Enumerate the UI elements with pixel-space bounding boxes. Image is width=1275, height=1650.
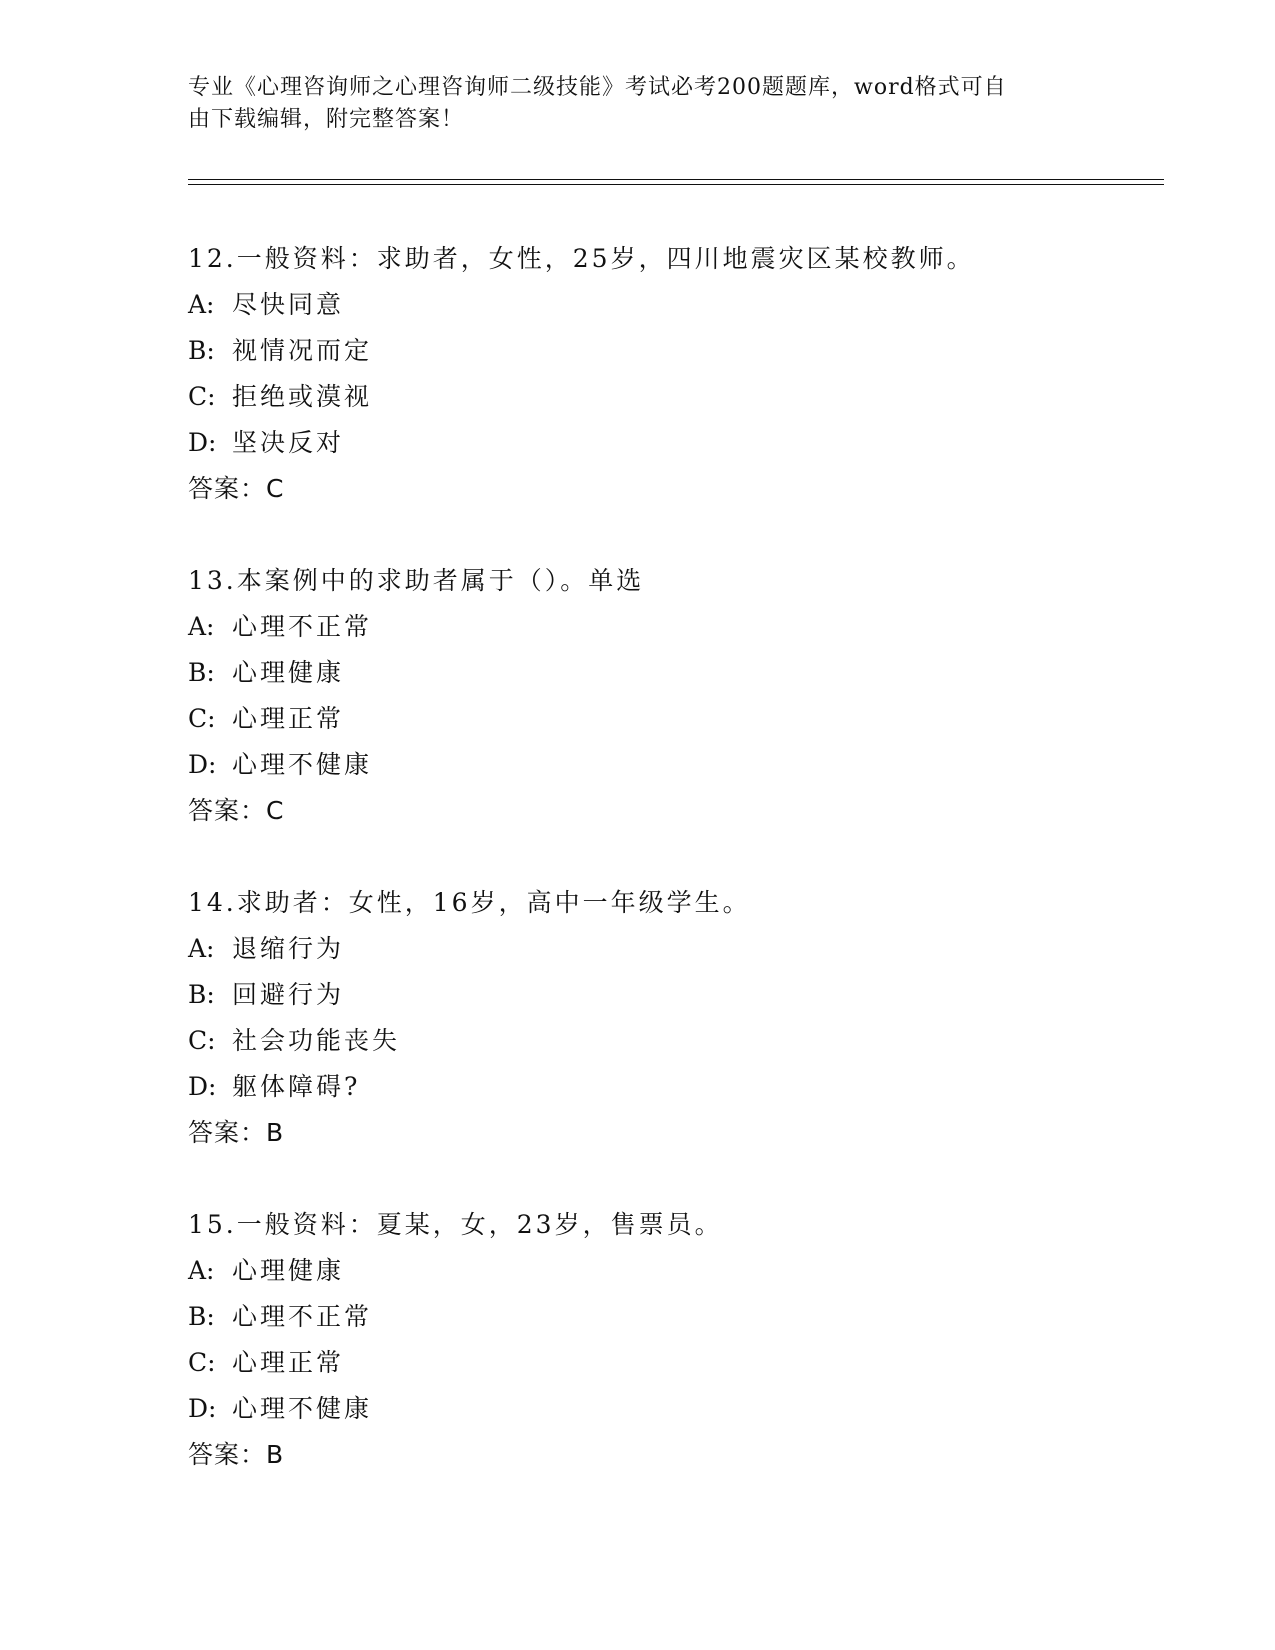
- question-title: 15.一般资料：夏某，女，23岁，售票员。: [188, 1210, 723, 1239]
- header-divider-bottom: [188, 184, 1164, 185]
- option-c: [188, 696, 1168, 742]
- option-letter: B:: [188, 1302, 215, 1331]
- option-letter: D:: [188, 1072, 217, 1101]
- question-title: 13.本案例中的求助者属于（）。单选: [188, 566, 645, 595]
- answer-line: 答案：B: [188, 1118, 285, 1147]
- option-a: [188, 604, 1168, 650]
- answer-line: 答案：B: [188, 1440, 285, 1469]
- option-d: [188, 1386, 1168, 1432]
- option-text: 躯体障碍?: [232, 1072, 361, 1101]
- option-text: 心理正常: [232, 704, 345, 733]
- option-text: 坚决反对: [232, 428, 345, 457]
- option-letter: D:: [188, 428, 217, 457]
- option-a: [188, 282, 1168, 328]
- option-letter: B:: [188, 658, 215, 687]
- header-line-2: 由下载编辑，附完整答案！: [188, 107, 465, 132]
- option-text: 回避行为: [232, 980, 345, 1009]
- question-item: [188, 236, 1168, 558]
- option-letter: A:: [188, 934, 215, 963]
- option-c: [188, 374, 1168, 420]
- option-text: 视情况而定: [232, 336, 373, 365]
- question-item: [188, 880, 1168, 1202]
- option-text: 心理不健康: [232, 1394, 373, 1423]
- option-b: [188, 1294, 1168, 1340]
- document-header: [188, 72, 1068, 136]
- option-text: 心理健康: [232, 658, 345, 687]
- option-a: [188, 1248, 1168, 1294]
- option-text: 心理正常: [232, 1348, 345, 1377]
- option-letter: A:: [188, 1256, 215, 1285]
- option-text: 退缩行为: [232, 934, 345, 963]
- answer-line: 答案：C: [188, 474, 285, 503]
- option-letter: A:: [188, 290, 215, 319]
- option-letter: B:: [188, 980, 215, 1009]
- option-letter: A:: [188, 612, 215, 641]
- option-d: [188, 1064, 1168, 1110]
- header-divider-top: [188, 179, 1164, 180]
- question-title: 12.一般资料：求助者，女性，25岁，四川地震灾区某校教师。: [188, 244, 975, 273]
- option-letter: D:: [188, 750, 217, 779]
- option-letter: C:: [188, 704, 216, 733]
- option-b: [188, 972, 1168, 1018]
- option-letter: C:: [188, 382, 216, 411]
- option-text: 心理不健康: [232, 750, 373, 779]
- question-list: [188, 236, 1168, 1524]
- option-a: [188, 926, 1168, 972]
- option-c: [188, 1018, 1168, 1064]
- question-item: [188, 558, 1168, 880]
- header-line-1: 专业《心理咨询师之心理咨询师二级技能》考试必考200题题库，word格式可自: [188, 75, 1007, 100]
- option-b: [188, 650, 1168, 696]
- option-letter: B:: [188, 336, 215, 365]
- option-text: 尽快同意: [232, 290, 345, 319]
- question-title: 14.求助者：女性，16岁，高中一年级学生。: [188, 888, 751, 917]
- option-text: 心理不正常: [232, 612, 373, 641]
- option-text: 社会功能丧失: [232, 1026, 401, 1055]
- option-text: 拒绝或漠视: [232, 382, 373, 411]
- option-letter: C:: [188, 1026, 216, 1055]
- option-d: [188, 420, 1168, 466]
- option-letter: C:: [188, 1348, 216, 1377]
- option-text: 心理不正常: [232, 1302, 373, 1331]
- option-text: 心理健康: [232, 1256, 345, 1285]
- option-letter: D:: [188, 1394, 217, 1423]
- option-c: [188, 1340, 1168, 1386]
- answer-line: 答案：C: [188, 796, 285, 825]
- option-b: [188, 328, 1168, 374]
- question-item: [188, 1202, 1168, 1524]
- option-d: [188, 742, 1168, 788]
